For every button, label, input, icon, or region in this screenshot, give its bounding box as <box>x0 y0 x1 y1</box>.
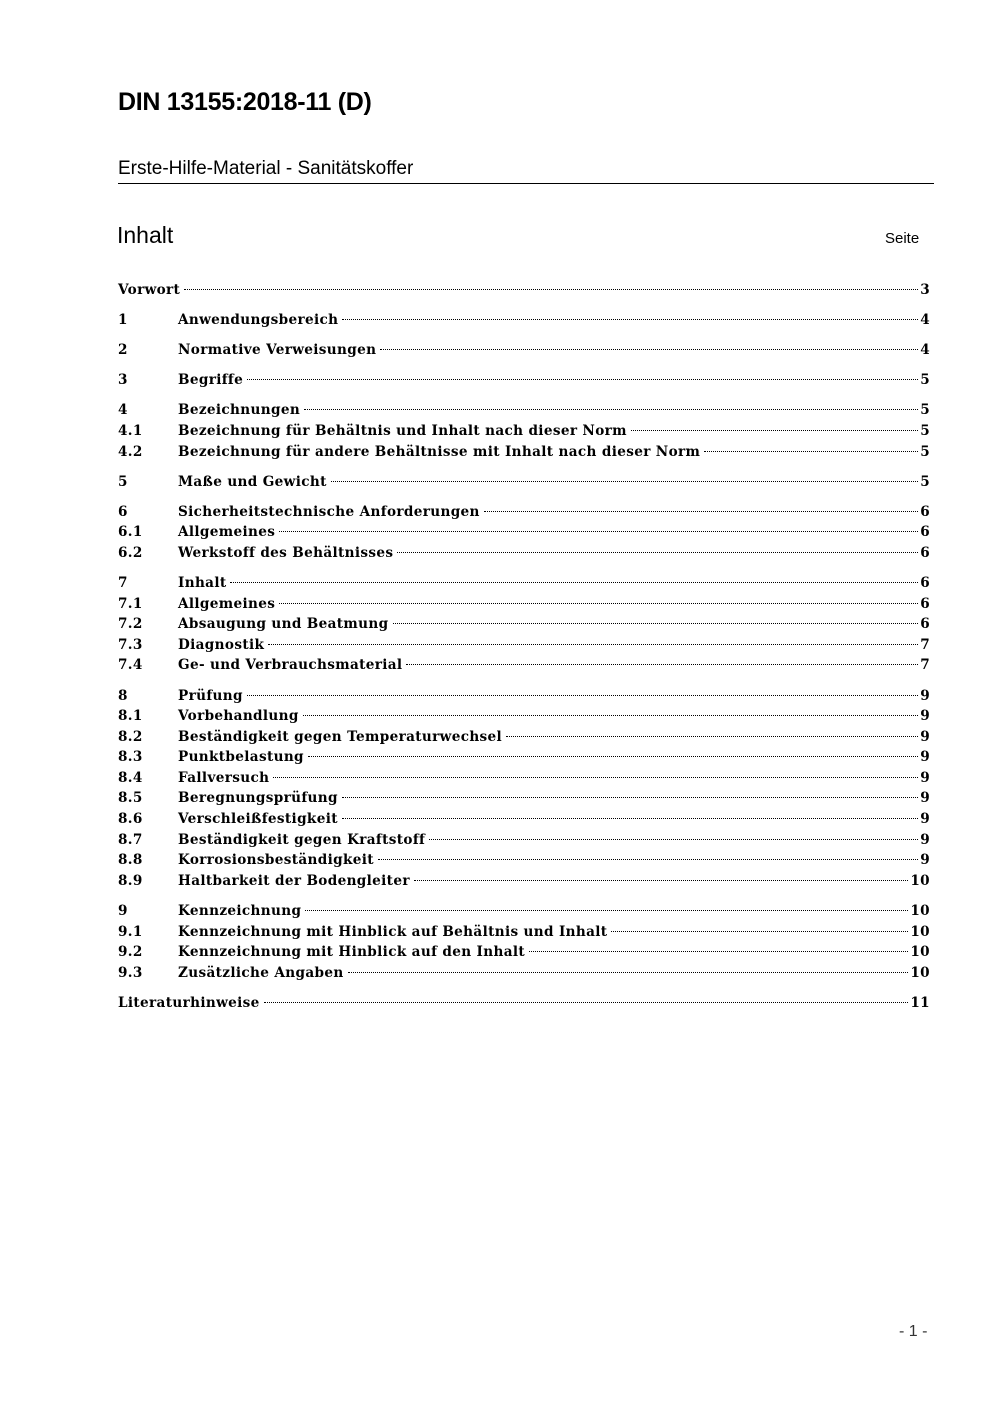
toc-entry-title: Bezeichnung für andere Behältnisse mit Inhalt nach dieser Norm <box>178 443 701 460</box>
toc-dot-leader <box>273 777 918 778</box>
toc-entry-number: 8.9 <box>118 872 143 889</box>
toc-dot-leader <box>230 582 918 583</box>
toc-group <box>118 472 930 493</box>
toc-entry-page: 9 <box>920 769 930 786</box>
toc-entry-title: Kennzeichnung mit Hinblick auf den Inhalt <box>178 944 525 961</box>
toc-entry-title: Punktbelastung <box>178 749 304 766</box>
toc-entry-title: Bezeichnung für Behältnis und Inhalt nach dieser Norm <box>178 422 627 439</box>
toc-entry[interactable] <box>118 370 930 391</box>
toc-dot-leader <box>279 603 918 604</box>
toc-dot-leader <box>342 797 918 798</box>
toc-entry[interactable] <box>118 614 930 635</box>
toc-dot-leader <box>406 664 918 665</box>
toc-dot-leader <box>429 839 918 840</box>
toc-entry-title: Allgemeines <box>178 595 276 612</box>
toc-entry[interactable] <box>118 850 930 871</box>
toc-entry-number: 9.1 <box>118 923 143 940</box>
toc-entry-page: 6 <box>920 575 930 592</box>
toc-entry-title: Sicherheitstechnische Anforderungen <box>178 503 480 520</box>
toc-entry[interactable] <box>118 442 930 463</box>
toc-entry-number: 8.3 <box>118 749 143 766</box>
toc-entry[interactable] <box>118 963 930 984</box>
toc-entry-page: 3 <box>920 282 930 298</box>
toc-entry-number: 4 <box>118 402 128 419</box>
toc-entry-page: 5 <box>920 402 930 419</box>
toc-entry-title: Werkstoff des Behältnisses <box>178 544 394 561</box>
toc-entry-number: 8.7 <box>118 831 143 848</box>
toc-entry-page: 6 <box>920 524 930 541</box>
toc-entry-number: 7.1 <box>118 595 143 612</box>
toc-entry-title: Diagnostik <box>178 636 265 653</box>
toc-entry-page: 10 <box>910 902 930 919</box>
toc-entry[interactable] <box>118 594 930 615</box>
document-id: DIN 13155:2018-11 (D) <box>118 88 372 116</box>
toc-dot-leader <box>247 379 918 380</box>
toc-entry-number: 8 <box>118 687 128 704</box>
toc-entry-page: 5 <box>920 443 930 460</box>
toc-entry-number: 7 <box>118 575 128 592</box>
toc-entry[interactable] <box>118 655 930 676</box>
toc-entry-page: 6 <box>920 595 930 612</box>
toc-entry-number: 2 <box>118 342 128 359</box>
toc-entry-number: 4.2 <box>118 443 143 460</box>
toc-entry-number: 3 <box>118 372 128 389</box>
toc-entry-title: Absaugung und Beatmung <box>178 616 389 633</box>
toc-entry[interactable] <box>118 421 930 442</box>
toc-dot-leader <box>397 552 918 553</box>
toc-dot-leader <box>268 644 918 645</box>
toc-entry-number: 8.8 <box>118 852 143 869</box>
toc-heading: Inhalt <box>117 222 174 248</box>
toc-entry-number: 6 <box>118 503 128 520</box>
toc-entry[interactable] <box>118 768 930 789</box>
toc-dot-leader <box>342 818 918 819</box>
toc-entry-number: 8.5 <box>118 790 143 807</box>
toc-entry-number: 1 <box>118 312 128 329</box>
toc-entry-title: Inhalt <box>178 575 227 592</box>
toc-entry-page: 5 <box>920 473 930 490</box>
page-number: - 1 - <box>899 1323 928 1340</box>
toc-entry[interactable] <box>118 310 930 331</box>
toc-dot-leader <box>303 715 918 716</box>
toc-entry-title: Korrosionsbeständigkeit <box>178 852 374 869</box>
toc-entry[interactable] <box>118 502 930 523</box>
toc-entry[interactable] <box>118 727 930 748</box>
toc-entry-page: 9 <box>920 728 930 745</box>
toc-entry-title: Begriffe <box>178 372 244 389</box>
toc-entry-title: Normative Verweisungen <box>178 342 377 359</box>
toc-group <box>118 310 930 331</box>
toc-entry-page: 9 <box>920 852 930 869</box>
toc-entry-page: 10 <box>910 944 930 961</box>
toc-dot-leader <box>247 695 918 696</box>
toc-dot-leader <box>506 736 918 737</box>
toc-dot-leader <box>331 481 918 482</box>
toc-entry-title: Kennzeichnung mit Hinblick auf Behältnis und Inhalt <box>178 923 608 940</box>
toc-entry-title: Verschleißfestigkeit <box>178 811 338 828</box>
toc-entry-page: 7 <box>920 636 930 653</box>
toc-entry-title: Fallversuch <box>178 769 270 786</box>
toc-entry-number: 8.2 <box>118 728 143 745</box>
toc-entry-page: 9 <box>920 749 930 766</box>
toc-entry[interactable] <box>118 871 930 892</box>
toc-entry-page: 11 <box>910 994 930 1011</box>
toc-group <box>118 686 930 892</box>
toc-dot-leader <box>348 972 909 973</box>
toc-entry-title: Allgemeines <box>178 524 276 541</box>
toc-entry-page: 9 <box>920 811 930 828</box>
toc-dot-leader <box>342 319 918 320</box>
toc-entry-title: Anwendungsbereich <box>178 312 339 329</box>
toc-entry-number: 9 <box>118 902 128 919</box>
toc-entry-page: 4 <box>920 342 930 359</box>
toc-dot-leader <box>611 931 908 932</box>
toc-entry-title: Zusätzliche Angaben <box>178 964 344 981</box>
header-divider <box>118 183 934 184</box>
toc-entry-title: Beständigkeit gegen Temperaturwechsel <box>178 728 503 745</box>
toc-entry[interactable] <box>118 942 930 963</box>
toc-entry[interactable] <box>118 686 930 707</box>
toc-dot-leader <box>393 623 919 624</box>
toc-entry-number: 5 <box>118 473 128 490</box>
toc-entry-page: 9 <box>920 831 930 848</box>
toc-entry[interactable] <box>118 522 930 543</box>
toc-dot-leader <box>380 349 918 350</box>
toc-dot-leader <box>529 951 908 952</box>
toc-entry[interactable] <box>118 400 930 421</box>
toc-entry-number: 7.4 <box>118 657 143 674</box>
toc-entry-page: 10 <box>910 964 930 981</box>
toc-group <box>118 400 930 462</box>
toc-group <box>118 573 930 676</box>
toc-entry-page: 10 <box>910 923 930 940</box>
toc-entry[interactable] <box>118 747 930 768</box>
toc-entry-title: Literaturhinweise <box>118 994 260 1011</box>
toc-entry-number: 8.1 <box>118 708 143 725</box>
toc-entry[interactable] <box>118 901 930 922</box>
toc-entry-title: Prüfung <box>178 687 243 704</box>
toc-entry-title: Beständigkeit gegen Kraftstoff <box>178 831 426 848</box>
toc-entry-title: Beregnungsprüfung <box>178 790 338 807</box>
toc-entry[interactable] <box>118 809 930 830</box>
toc-entry-page: 10 <box>910 872 930 889</box>
toc-entry-number: 8.6 <box>118 811 143 828</box>
toc-dot-leader <box>631 430 918 431</box>
table-of-contents <box>118 280 930 1023</box>
toc-entry-page: 7 <box>920 657 930 674</box>
toc-entry[interactable] <box>118 922 930 943</box>
toc-group <box>118 502 930 564</box>
toc-entry-number: 9.2 <box>118 944 143 961</box>
toc-dot-leader <box>279 531 918 532</box>
toc-dot-leader <box>484 511 918 512</box>
toc-entry-title: Vorbehandlung <box>178 708 299 725</box>
toc-entry-page: 5 <box>920 372 930 389</box>
toc-entry[interactable] <box>118 472 930 493</box>
document-subtitle: Erste-Hilfe-Material - Sanitätskoffer <box>118 158 414 179</box>
toc-entry-number: 7.2 <box>118 616 143 633</box>
toc-entry-number: 6.2 <box>118 544 143 561</box>
toc-entry[interactable] <box>118 543 930 564</box>
toc-group <box>118 370 930 391</box>
toc-dot-leader <box>378 859 918 860</box>
toc-dot-leader <box>305 910 908 911</box>
toc-entry[interactable] <box>118 573 930 594</box>
toc-dot-leader <box>704 451 918 452</box>
toc-entry-page: 6 <box>920 544 930 561</box>
toc-entry-title: Vorwort <box>118 282 181 298</box>
toc-dot-leader <box>264 1002 909 1003</box>
toc-entry-page: 6 <box>920 616 930 633</box>
toc-entry-page: 9 <box>920 790 930 807</box>
toc-entry-page: 5 <box>920 422 930 439</box>
toc-entry[interactable] <box>118 280 930 301</box>
toc-dot-leader <box>414 880 909 881</box>
toc-entry-title: Maße und Gewicht <box>178 473 327 490</box>
toc-dot-leader <box>308 756 918 757</box>
toc-entry[interactable] <box>118 706 930 727</box>
toc-dot-leader <box>304 409 918 410</box>
toc-entry-number: 4.1 <box>118 422 143 439</box>
toc-entry-page: 9 <box>920 708 930 725</box>
toc-entry[interactable] <box>118 993 930 1014</box>
toc-group <box>118 901 930 983</box>
toc-group <box>118 993 930 1014</box>
toc-entry-title: Kennzeichnung <box>178 902 302 919</box>
toc-entry-title: Ge- und Verbrauchsmaterial <box>178 657 403 674</box>
toc-entry-title: Haltbarkeit der Bodengleiter <box>178 872 410 889</box>
toc-page-column-label: Seite <box>885 230 920 247</box>
toc-entry-page: 6 <box>920 503 930 520</box>
toc-entry-page: 4 <box>920 312 930 329</box>
toc-entry[interactable] <box>118 830 930 851</box>
toc-entry-number: 9.3 <box>118 964 143 981</box>
toc-entry[interactable] <box>118 788 930 809</box>
toc-group <box>118 280 930 301</box>
toc-entry-title: Bezeichnungen <box>178 402 301 419</box>
toc-entry-number: 7.3 <box>118 636 143 653</box>
toc-group <box>118 340 930 361</box>
toc-entry-page: 9 <box>920 687 930 704</box>
toc-entry[interactable] <box>118 340 930 361</box>
toc-entry[interactable] <box>118 635 930 656</box>
toc-dot-leader <box>184 289 918 290</box>
toc-entry-number: 6.1 <box>118 524 143 541</box>
toc-entry-number: 8.4 <box>118 769 143 786</box>
